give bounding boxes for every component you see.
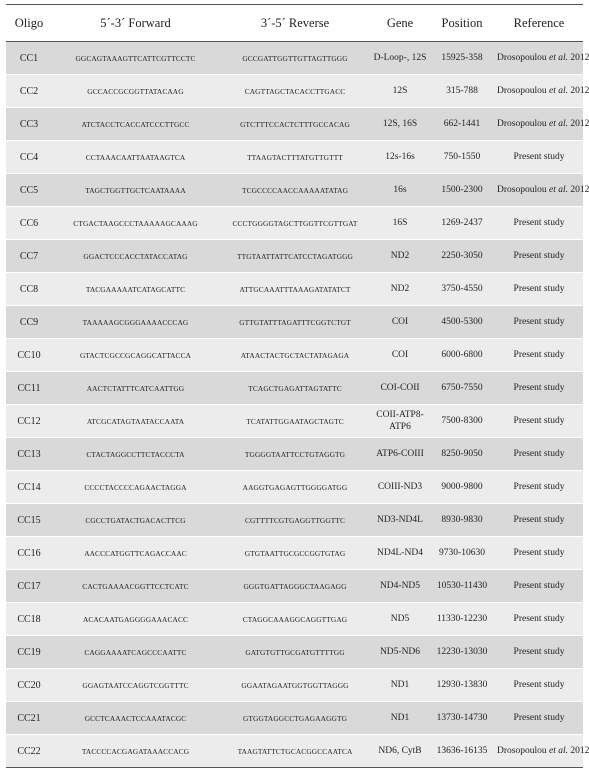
reverse-primer-cell: TGGGGTAATTCCTGTAGGTG	[219, 438, 371, 471]
oligo-cell: CC19	[6, 636, 52, 669]
reference-author: Present study	[513, 218, 565, 228]
table-row	[6, 108, 583, 141]
table-row	[6, 438, 583, 471]
reference-author: Present study	[513, 482, 565, 492]
forward-primer-cell: GGAGTAATCCAGGTCGGTTTC	[52, 669, 219, 702]
gene-cell: ND5-ND6	[371, 636, 429, 669]
position-cell: 750-1550	[429, 141, 495, 174]
reverse-primer-cell: TCATATTGGAATAGCTAGTC	[219, 405, 371, 438]
forward-primer-cell: TACGAAAAATCATAGCATTC	[52, 273, 219, 306]
table-row	[6, 75, 583, 108]
reference-year: 2012	[568, 746, 589, 756]
forward-primer-cell: ATCTACCTCACCATCCCTTGCC	[52, 108, 219, 141]
reference-cell	[495, 339, 583, 372]
forward-primer-cell: GGACTCCCACCTATACCATAG	[52, 240, 219, 273]
oligo-cell: CC20	[6, 669, 52, 702]
oligo-cell: CC4	[6, 141, 52, 174]
table-row	[6, 174, 583, 207]
reverse-primer-cell: GCCGATTGGTTGTTAGTTGGG	[219, 42, 371, 75]
table-row	[6, 273, 583, 306]
reference-year: 2012	[568, 86, 589, 96]
reverse-primer-cell: AAGGTGAGAGTTGGGGATGG	[219, 471, 371, 504]
position-cell: 12930-13830	[429, 669, 495, 702]
reverse-primer-cell: TTGTAATTATTCATCCTAGATGGG	[219, 240, 371, 273]
reference-author: Present study	[513, 284, 565, 294]
oligo-cell: CC12	[6, 405, 52, 438]
position-cell: 9730-10630	[429, 537, 495, 570]
reference-cell	[495, 141, 583, 174]
reference-etal: et al.	[549, 119, 568, 129]
reference-author: Present study	[513, 350, 565, 360]
table-row	[6, 603, 583, 636]
gene-cell: D-Loop-, 12S	[371, 42, 429, 75]
table-row	[6, 339, 583, 372]
reference-cell	[495, 405, 583, 438]
forward-primer-cell: ACACAATGAGGGGAAACACC	[52, 603, 219, 636]
reference-cell	[495, 174, 589, 207]
reference-author: Present study	[513, 515, 565, 525]
oligo-cell: CC10	[6, 339, 52, 372]
table-row	[6, 636, 583, 669]
table-row	[6, 306, 583, 339]
reverse-primer-cell: GTGGTAGGCCTGAGAAGGTG	[219, 702, 371, 735]
reverse-primer-cell: CCCTGGGGTAGCTTGGTTCGTTGAT	[219, 207, 371, 240]
gene-cell: ND1	[371, 702, 429, 735]
reverse-primer-cell: TCAGCTGAGATTAGTATTC	[219, 372, 371, 405]
gene-cell: COIII-ND3	[371, 471, 429, 504]
reference-etal: et al.	[549, 86, 568, 96]
forward-primer-cell: CCCCTACCCCAGAACTAGGA	[52, 471, 219, 504]
header-forward: 5´-3´ Forward	[52, 5, 219, 42]
reference-author: Present study	[513, 647, 565, 657]
reverse-primer-cell: TCGCCCCAACCAAAAATATAG	[219, 174, 371, 207]
reference-cell	[495, 438, 583, 471]
header-reference: Reference	[495, 5, 583, 42]
reference-cell	[495, 570, 583, 603]
forward-primer-cell: CTGACTAAGCCCTAAAAAGCAAAG	[52, 207, 219, 240]
primer-table	[6, 4, 589, 768]
oligo-cell: CC3	[6, 108, 52, 141]
reference-cell	[495, 42, 589, 75]
position-cell: 13636-16135	[429, 735, 495, 768]
header-oligo: Oligo	[6, 5, 52, 42]
reverse-primer-cell: ATAACTACTGCTACTATAGAGA	[219, 339, 371, 372]
oligo-cell: CC11	[6, 372, 52, 405]
table-row	[6, 372, 583, 405]
table-body	[6, 42, 589, 768]
position-cell: 315-788	[429, 75, 495, 108]
table-row	[6, 669, 583, 702]
reference-year: 2012	[568, 185, 589, 195]
reverse-primer-cell: GGAATAGAATGGTGGTTAGGG	[219, 669, 371, 702]
reference-author: Present study	[513, 416, 565, 426]
position-cell: 13730-14730	[429, 702, 495, 735]
reference-year: 2012	[568, 53, 589, 63]
reverse-primer-cell: GATGTGTTGCGATGTTTTGG	[219, 636, 371, 669]
gene-cell: ND5	[371, 603, 429, 636]
position-cell: 8250-9050	[429, 438, 495, 471]
reference-cell	[495, 636, 583, 669]
oligo-cell: CC16	[6, 537, 52, 570]
gene-cell: ND2	[371, 240, 429, 273]
gene-cell: COII-ATP8-ATP6	[371, 405, 429, 438]
header-gene: Gene	[371, 5, 429, 42]
table-row	[6, 42, 583, 75]
reference-year: 2012	[568, 119, 589, 129]
oligo-cell: CC13	[6, 438, 52, 471]
gene-cell: COI-COII	[371, 372, 429, 405]
header-reverse: 3´-5´ Reverse	[219, 5, 371, 42]
forward-primer-cell: CCTAAACAATTAATAAGTCA	[52, 141, 219, 174]
reference-author: Drosopoulou	[497, 53, 549, 63]
forward-primer-cell: CACTGAAAACGGTTCCTCATC	[52, 570, 219, 603]
forward-primer-cell: CGCCTGATACTGACACTTCG	[52, 504, 219, 537]
table-row	[6, 240, 583, 273]
gene-cell: 12S	[371, 75, 429, 108]
table-row	[6, 702, 583, 735]
position-cell: 12230-13030	[429, 636, 495, 669]
gene-cell: ND4-ND5	[371, 570, 429, 603]
forward-primer-cell: CTACTAGGCCTTCTACCCTA	[52, 438, 219, 471]
position-cell: 2250-3050	[429, 240, 495, 273]
position-cell: 662-1441	[429, 108, 495, 141]
position-cell: 11330-12230	[429, 603, 495, 636]
reference-cell	[495, 207, 583, 240]
gene-cell: ND4L-ND4	[371, 537, 429, 570]
table-row	[6, 207, 583, 240]
position-cell: 6000-6800	[429, 339, 495, 372]
reverse-primer-cell: CGTTTTCGTGAGGTTGGTTC	[219, 504, 371, 537]
position-cell: 7500-8300	[429, 405, 495, 438]
reference-cell	[495, 240, 583, 273]
gene-cell: 12s-16s	[371, 141, 429, 174]
table-row	[6, 735, 583, 768]
header-position: Position	[429, 5, 495, 42]
oligo-cell: CC22	[6, 735, 52, 768]
table-row	[6, 570, 583, 603]
reference-author: Present study	[513, 449, 565, 459]
reference-author: Drosopoulou	[497, 746, 549, 756]
reference-cell	[495, 504, 583, 537]
reference-cell	[495, 702, 583, 735]
reference-author: Present study	[513, 152, 565, 162]
reverse-primer-cell: TAAGTATTCTGCACGGCCAATCA	[219, 735, 371, 768]
reference-etal: et al.	[549, 185, 568, 195]
position-cell: 15925-358	[429, 42, 495, 75]
gene-cell: ND2	[371, 273, 429, 306]
reverse-primer-cell: CTAGGCAAAGGCAGGTTGAG	[219, 603, 371, 636]
position-cell: 4500-5300	[429, 306, 495, 339]
oligo-cell: CC1	[6, 42, 52, 75]
table-row	[6, 141, 583, 174]
reference-author: Present study	[513, 548, 565, 558]
reverse-primer-cell: CAGTTAGCTACACCTTGACC	[219, 75, 371, 108]
gene-cell: 16S	[371, 207, 429, 240]
reverse-primer-cell: TTAAGTACTTTATGTTGTTT	[219, 141, 371, 174]
forward-primer-cell: ATCGCATAGTAATACCAATA	[52, 405, 219, 438]
reverse-primer-cell: GTGTAATTGCGCCGGTGTAG	[219, 537, 371, 570]
forward-primer-cell: GCCACCGCGGTTATACAAG	[52, 75, 219, 108]
reference-cell	[495, 108, 589, 141]
reference-author: Drosopoulou	[497, 185, 549, 195]
reference-etal: et al.	[549, 53, 568, 63]
forward-primer-cell: TAGCTGGTTGCTCAATAAAA	[52, 174, 219, 207]
reference-author: Present study	[513, 713, 565, 723]
position-cell: 3750-4550	[429, 273, 495, 306]
oligo-cell: CC5	[6, 174, 52, 207]
gene-cell: ATP6-COIII	[371, 438, 429, 471]
position-cell: 1269-2437	[429, 207, 495, 240]
reference-cell	[495, 669, 583, 702]
reference-cell	[495, 75, 589, 108]
oligo-cell: CC6	[6, 207, 52, 240]
oligo-cell: CC15	[6, 504, 52, 537]
reference-cell	[495, 603, 583, 636]
reference-cell	[495, 537, 583, 570]
gene-cell: ND6, CytB	[371, 735, 429, 768]
reverse-primer-cell: GGGTGATTAGGGCTAAGAGG	[219, 570, 371, 603]
position-cell: 8930-9830	[429, 504, 495, 537]
reference-author: Present study	[513, 581, 565, 591]
reverse-primer-cell: GTTGTATTTAGATTTCGGTCTGT	[219, 306, 371, 339]
primer-table-container	[6, 4, 589, 768]
gene-cell: ND1	[371, 669, 429, 702]
oligo-cell: CC9	[6, 306, 52, 339]
position-cell: 6750-7550	[429, 372, 495, 405]
gene-cell: 16s	[371, 174, 429, 207]
table-row	[6, 504, 583, 537]
oligo-cell: CC18	[6, 603, 52, 636]
oligo-cell: CC14	[6, 471, 52, 504]
reference-author: Present study	[513, 614, 565, 624]
reference-cell	[495, 372, 583, 405]
reference-author: Drosopoulou	[497, 119, 549, 129]
oligo-cell: CC21	[6, 702, 52, 735]
position-cell: 9000-9800	[429, 471, 495, 504]
gene-cell: ND3-ND4L	[371, 504, 429, 537]
table-row	[6, 471, 583, 504]
forward-primer-cell: TACCCCACGAGATAAACCACG	[52, 735, 219, 768]
reverse-primer-cell: GTCTTTCCACTCTTTGCCACAG	[219, 108, 371, 141]
table-header	[6, 5, 583, 42]
oligo-cell: CC17	[6, 570, 52, 603]
oligo-cell: CC8	[6, 273, 52, 306]
position-cell: 1500-2300	[429, 174, 495, 207]
reference-cell	[495, 306, 583, 339]
forward-primer-cell: GCCTCAAACTCCAAATACGC	[52, 702, 219, 735]
gene-cell: COI	[371, 306, 429, 339]
reference-cell	[495, 273, 583, 306]
header-row	[6, 5, 583, 42]
forward-primer-cell: GGCAGTAAAGTTCATTCGTTCCTC	[52, 42, 219, 75]
gene-cell: COI	[371, 339, 429, 372]
position-cell: 10530-11430	[429, 570, 495, 603]
reference-author: Present study	[513, 680, 565, 690]
reference-cell	[495, 471, 583, 504]
reference-author: Drosopoulou	[497, 86, 549, 96]
reference-author: Present study	[513, 251, 565, 261]
reference-author: Present study	[513, 317, 565, 327]
forward-primer-cell: GTACTCGCCGCAGGCATTACCA	[52, 339, 219, 372]
reference-etal: et al.	[549, 746, 568, 756]
table-row	[6, 537, 583, 570]
forward-primer-cell: AACCCATGGTTCAGACCAAC	[52, 537, 219, 570]
oligo-cell: CC2	[6, 75, 52, 108]
forward-primer-cell: CAGGAAAATCAGCCCAATTC	[52, 636, 219, 669]
oligo-cell: CC7	[6, 240, 52, 273]
reference-cell	[495, 735, 589, 768]
forward-primer-cell: AACTCTATTTCATCAATTGG	[52, 372, 219, 405]
reverse-primer-cell: ATTGCAAATTTAAAGATATATCT	[219, 273, 371, 306]
table-row	[6, 405, 583, 438]
gene-cell: 12S, 16S	[371, 108, 429, 141]
forward-primer-cell: TAAAAAGCGGGAAAACCCAG	[52, 306, 219, 339]
reference-author: Present study	[513, 383, 565, 393]
